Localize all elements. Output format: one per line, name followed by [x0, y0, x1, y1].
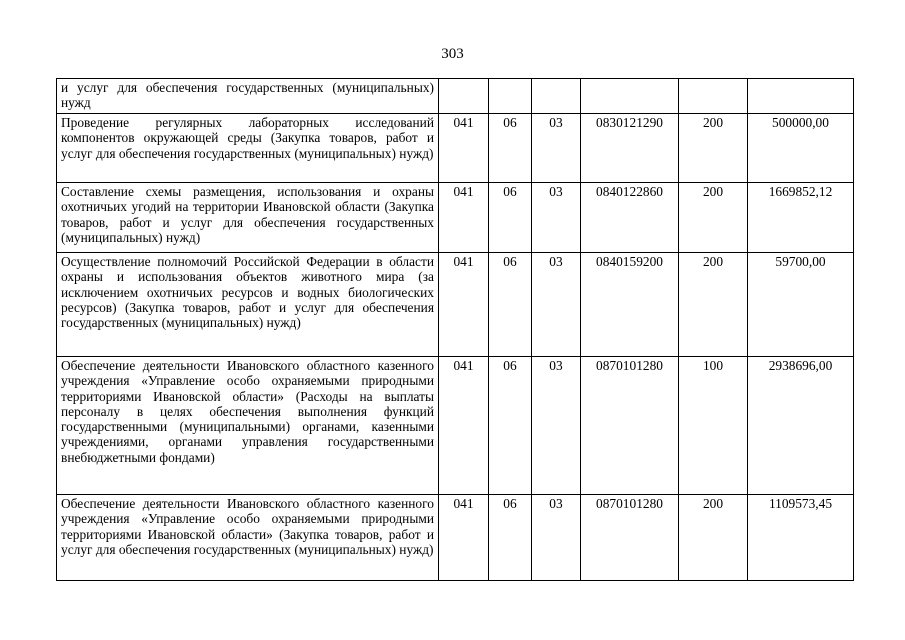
subsection-code-cell: 03 — [532, 495, 581, 581]
expense-type-cell: 200 — [679, 253, 748, 357]
target-article-cell — [581, 79, 679, 114]
section-code-cell: 06 — [489, 253, 532, 357]
target-article-cell: 0840159200 — [581, 253, 679, 357]
description-cell: Обеспечение деятельности Ивановского областного казенного учреждения «Управление особо охраняемыми природными территориями Ивановской области» (Закупка товаров, работ и услуг для обеспечения государственных (муниципальных) нужд) — [57, 495, 439, 581]
subsection-code-cell: 03 — [532, 114, 581, 183]
ministry-code-cell: 041 — [439, 253, 489, 357]
expense-type-cell: 200 — [679, 183, 748, 253]
subsection-code-cell: 03 — [532, 253, 581, 357]
description-cell: Осуществление полномочий Российской Федерации в области охраны и использования объектов животного мира (за исключением охотничьих ресурсов и водных биологических ресурсов) (Закупка товаров, работ и услуг для обеспечения государственных (муниципальных) нужд) — [57, 253, 439, 357]
target-article-cell: 0840122860 — [581, 183, 679, 253]
amount-cell: 1669852,12 — [748, 183, 854, 253]
target-article-cell: 0870101280 — [581, 357, 679, 495]
table-body — [57, 79, 854, 581]
page-number: 303 — [441, 46, 464, 62]
amount-cell — [748, 79, 854, 114]
expense-type-cell: 200 — [679, 114, 748, 183]
table-row — [57, 79, 854, 114]
ministry-code-cell — [439, 79, 489, 114]
subsection-code-cell — [532, 79, 581, 114]
table-row — [57, 114, 854, 183]
ministry-code-cell: 041 — [439, 357, 489, 495]
ministry-code-cell: 041 — [439, 114, 489, 183]
section-code-cell: 06 — [489, 495, 532, 581]
expense-type-cell: 200 — [679, 495, 748, 581]
table-row — [57, 357, 854, 495]
section-code-cell: 06 — [489, 357, 532, 495]
ministry-code-cell: 041 — [439, 183, 489, 253]
description-cell: Обеспечение деятельности Ивановского областного казенного учреждения «Управление особо охраняемыми природными территориями Ивановской области» (Расходы на выплаты персоналу в целях обеспечения выполнения функций государственными (муниципальными) органами, казенными учреждениями, органами управления государственными внебюджетными фондами) — [57, 357, 439, 495]
table-row — [57, 495, 854, 581]
description-cell: Проведение регулярных лабораторных исследований компонентов окружающей среды (Закупка товаров, работ и услуг для обеспечения государственных (муниципальных) нужд) — [57, 114, 439, 183]
section-code-cell: 06 — [489, 114, 532, 183]
expense-type-cell: 100 — [679, 357, 748, 495]
subsection-code-cell: 03 — [532, 183, 581, 253]
target-article-cell: 0830121290 — [581, 114, 679, 183]
description-cell: Составление схемы размещения, использования и охраны охотничьих угодий на территории Ивановской области (Закупка товаров, работ и услуг для обеспечения государственных (муниципальных) нужд) — [57, 183, 439, 253]
target-article-cell: 0870101280 — [581, 495, 679, 581]
table-row — [57, 253, 854, 357]
section-code-cell: 06 — [489, 183, 532, 253]
description-cell: и услуг для обеспечения государственных (муниципальных) нужд — [57, 79, 439, 114]
expense-type-cell — [679, 79, 748, 114]
section-code-cell — [489, 79, 532, 114]
amount-cell: 1109573,45 — [748, 495, 854, 581]
amount-cell: 500000,00 — [748, 114, 854, 183]
amount-cell: 2938696,00 — [748, 357, 854, 495]
table-row — [57, 183, 854, 253]
ministry-code-cell: 041 — [439, 495, 489, 581]
amount-cell: 59700,00 — [748, 253, 854, 357]
budget-table — [56, 78, 854, 581]
subsection-code-cell: 03 — [532, 357, 581, 495]
